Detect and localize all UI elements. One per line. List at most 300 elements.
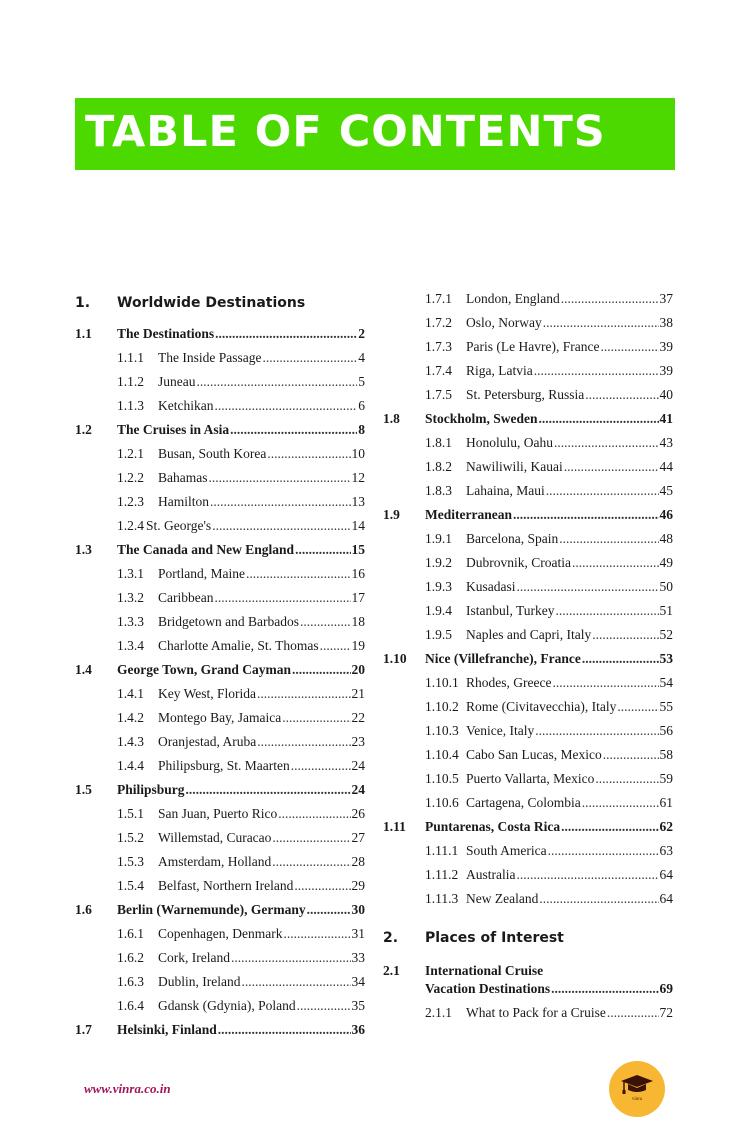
toc-subsection-entry[interactable] [383, 455, 673, 479]
toc-page-number: 45 [659, 483, 673, 498]
toc-section-entry[interactable] [75, 538, 365, 562]
toc-entry-number: 1.7.3 [425, 339, 452, 354]
toc-entry [466, 335, 673, 359]
dot-leader [535, 719, 658, 743]
toc-page-number: 36 [351, 1022, 365, 1037]
toc-subsection-entry[interactable] [383, 671, 673, 695]
toc-entry-title: The Canada and New England [117, 542, 295, 557]
toc-page-number: 58 [659, 747, 673, 762]
toc-entry-number: 1.7 [75, 1022, 92, 1037]
toc-entry [466, 767, 673, 791]
toc-entry [117, 898, 365, 922]
toc-entry [117, 778, 365, 802]
toc-page-number: 10 [351, 446, 365, 461]
toc-entry-title: What to Pack for a Cruise [466, 1005, 606, 1020]
toc-chapter-heading[interactable] [75, 291, 365, 315]
toc-entry-number: 1.10.1 [425, 675, 459, 690]
toc-entry-number: 2.1.1 [425, 1005, 452, 1020]
dot-leader [212, 514, 350, 538]
dot-leader [551, 980, 658, 998]
toc-entry-number: 1.10 [383, 651, 407, 666]
toc-page-number: 2 [358, 326, 365, 341]
graduation-cap-icon [619, 1073, 655, 1097]
toc-entry [466, 383, 673, 407]
toc-entry [466, 575, 673, 599]
toc-subsection-entry[interactable] [383, 887, 673, 911]
toc-entry-title: International Cruise [425, 963, 544, 978]
toc-subsection-entry[interactable] [75, 610, 365, 634]
toc-subsection-entry[interactable] [75, 466, 365, 490]
toc-entry [158, 562, 365, 586]
toc-subsection-entry[interactable] [75, 442, 365, 466]
toc-entry [425, 503, 673, 527]
toc-page-number: 24 [351, 782, 365, 797]
toc-subsection-entry[interactable] [383, 767, 673, 791]
toc-entry-number: 1.9.5 [425, 627, 452, 642]
dot-leader [548, 839, 659, 863]
toc-entry-title: Cabo San Lucas, Mexico [466, 747, 602, 762]
toc-subsection-entry[interactable] [75, 706, 365, 730]
toc-entry-number: 1.10.3 [425, 723, 459, 738]
dot-leader [218, 1018, 351, 1042]
toc-page-number: 4 [358, 350, 365, 365]
toc-page-number: 49 [659, 555, 673, 570]
toc-entry [158, 730, 365, 754]
toc-entry-title: Bahamas [158, 470, 208, 485]
toc-page-number: 64 [659, 867, 673, 882]
toc-entry-title: Honolulu, Oahu [466, 435, 553, 450]
toc-subsection-entry[interactable] [75, 874, 365, 898]
toc-entry-title: South America [466, 843, 547, 858]
toc-entry-title: Rhodes, Greece [466, 675, 552, 690]
dot-leader [559, 527, 658, 551]
toc-entry [466, 671, 673, 695]
toc-entry [158, 994, 365, 1018]
toc-entry [466, 455, 673, 479]
toc-page-number: 52 [659, 627, 673, 642]
toc-entry-number: 1.7.5 [425, 387, 452, 402]
toc-page-number: 23 [351, 734, 365, 749]
toc-entry-number: 1.11 [383, 819, 406, 834]
toc-page-number: 38 [659, 315, 673, 330]
toc-section-entry[interactable] [383, 962, 673, 1002]
toc-subsection-entry[interactable] [383, 623, 673, 647]
toc-entry-title: Puntarenas, Costa Rica [425, 819, 561, 834]
toc-entry [158, 370, 365, 394]
toc-entry-number: 1.8.2 [425, 459, 452, 474]
toc-subsection-entry[interactable] [75, 634, 365, 658]
toc-entry [425, 647, 673, 671]
toc-entry-number: 1.2.4 [117, 518, 144, 533]
toc-entry-number: 1.2.3 [117, 494, 144, 509]
toc-entry [117, 322, 365, 346]
toc-section-entry[interactable] [75, 418, 365, 442]
toc-subsection-entry[interactable] [383, 599, 673, 623]
toc-entry [158, 706, 365, 730]
toc-entry [117, 658, 365, 682]
toc-entry-title: Busan, South Korea [158, 446, 267, 461]
toc-subsection-entry[interactable] [383, 359, 673, 383]
dot-leader [539, 887, 658, 911]
toc-page-number: 69 [659, 981, 673, 996]
toc-chapter-heading[interactable] [383, 926, 673, 950]
dot-leader [272, 850, 350, 874]
toc-entry-number: 1.3 [75, 542, 92, 557]
dot-leader [607, 1001, 659, 1025]
toc-entry-number: 1.7.4 [425, 363, 452, 378]
toc-subsection-entry[interactable] [383, 695, 673, 719]
dot-leader [231, 946, 351, 970]
toc-page-number: 55 [659, 699, 673, 714]
toc-subsection-entry[interactable] [75, 730, 365, 754]
toc-subsection-entry[interactable] [75, 586, 365, 610]
toc-entry-number: 1. [75, 295, 91, 311]
title-banner [75, 98, 675, 170]
publisher-logo [609, 1061, 665, 1117]
toc-entry-number: 1.2.2 [117, 470, 144, 485]
toc-subsection-entry[interactable] [75, 826, 365, 850]
dot-leader [546, 479, 659, 503]
toc-entry-number: 2. [383, 930, 399, 946]
toc-entry-number: 1.3.3 [117, 614, 144, 629]
dot-leader [230, 418, 357, 442]
toc-entry-number: 1.8.3 [425, 483, 452, 498]
toc-entry [146, 514, 365, 538]
toc-entry-number: 1.5 [75, 782, 92, 797]
toc-entry-number: 1.6 [75, 902, 92, 917]
toc-page-number: 63 [659, 843, 673, 858]
toc-entry [425, 407, 673, 431]
toc-page-number: 14 [351, 518, 365, 533]
toc-entry [425, 815, 673, 839]
toc-section-entry[interactable] [75, 658, 365, 682]
toc-entry-number: 1.4.4 [117, 758, 144, 773]
toc-section-entry[interactable] [75, 778, 365, 802]
dot-leader [278, 802, 350, 826]
toc-page-number: 26 [351, 806, 365, 821]
toc-entry-title: Cartagena, Colombia [466, 795, 581, 810]
toc-page-number: 72 [659, 1005, 673, 1020]
toc-entry-number: 1.1 [75, 326, 92, 341]
toc-entry-number: 1.3.2 [117, 590, 144, 605]
toc-page-number: 39 [659, 339, 673, 354]
toc-subsection-entry[interactable] [75, 394, 365, 418]
dot-leader [209, 466, 351, 490]
dot-leader [300, 610, 351, 634]
toc-entry-title: Kusadasi [466, 579, 516, 594]
toc-page-number: 19 [351, 638, 365, 653]
toc-page-number: 51 [659, 603, 673, 618]
dot-leader [297, 994, 351, 1018]
toc-entry [158, 394, 365, 418]
toc-subsection-entry[interactable] [383, 383, 673, 407]
toc-subsection-entry[interactable] [75, 850, 365, 874]
dot-leader [592, 623, 658, 647]
dot-leader [543, 311, 659, 335]
dot-leader [257, 682, 350, 706]
toc-entry [117, 418, 365, 442]
dot-leader [214, 394, 357, 418]
toc-entry [466, 479, 673, 503]
toc-entry-title: Philipsburg, St. Maarten [158, 758, 290, 773]
toc-subsection-entry[interactable] [75, 802, 365, 826]
toc-entry-title: George Town, Grand Cayman [117, 662, 292, 677]
toc-subsection-entry[interactable] [75, 994, 365, 1018]
toc-entry [117, 538, 365, 562]
toc-page-number: 54 [659, 675, 673, 690]
toc-entry-title: Juneau [158, 374, 196, 389]
toc-entry-title: Dublin, Ireland [158, 974, 241, 989]
toc-entry [158, 682, 365, 706]
toc-entry-title: Helsinki, Finland [117, 1022, 217, 1037]
toc-entry-number: 1.9 [383, 507, 400, 522]
toc-entry-number: 1.3.4 [117, 638, 144, 653]
toc-entry [466, 623, 673, 647]
toc-entry [158, 874, 365, 898]
dot-leader [582, 647, 659, 671]
dot-leader [556, 599, 659, 623]
dot-leader [262, 346, 357, 370]
toc-page-number: 20 [351, 662, 365, 677]
toc-entry-title: Paris (Le Havre), France [466, 339, 600, 354]
toc-subsection-entry[interactable] [383, 863, 673, 887]
toc-entry [158, 802, 365, 826]
toc-entry-number: 1.10.6 [425, 795, 459, 810]
toc-entry-number: 1.9.1 [425, 531, 452, 546]
toc-page-number: 29 [351, 878, 365, 893]
toc-page-number: 44 [659, 459, 673, 474]
toc-entry [117, 291, 365, 315]
toc-entry-title: Caribbean [158, 590, 214, 605]
toc-subsection-entry[interactable] [75, 346, 365, 370]
dot-leader [517, 863, 659, 887]
toc-section-entry[interactable] [75, 1018, 365, 1042]
toc-entry [466, 887, 673, 911]
toc-entry [158, 850, 365, 874]
toc-subsection-entry[interactable] [383, 791, 673, 815]
toc-page-number: 46 [659, 507, 673, 522]
toc-page-number: 40 [659, 387, 673, 402]
toc-page-number: 48 [659, 531, 673, 546]
toc-entry [466, 551, 673, 575]
toc-entry-number: 1.6.4 [117, 998, 144, 1013]
toc-entry-title: Australia [466, 867, 516, 882]
toc-page-number: 27 [351, 830, 365, 845]
toc-entry-title: Charlotte Amalie, St. Thomas [158, 638, 319, 653]
toc-entry [158, 946, 365, 970]
dot-leader [572, 551, 659, 575]
toc-entry-number: 1.4.1 [117, 686, 144, 701]
toc-entry-title: Barcelona, Spain [466, 531, 559, 546]
toc-entry-title: Nawiliwili, Kauai [466, 459, 563, 474]
toc-page-number: 15 [351, 542, 365, 557]
toc-entry [158, 922, 365, 946]
toc-entry [158, 754, 365, 778]
toc-subsection-entry[interactable] [383, 743, 673, 767]
toc-entry-number: 1.9.3 [425, 579, 452, 594]
toc-subsection-entry[interactable] [383, 839, 673, 863]
toc-entry [466, 743, 673, 767]
dot-leader [539, 407, 659, 431]
toc-subsection-entry[interactable] [75, 514, 365, 538]
toc-entry-title: Oranjestad, Aruba [158, 734, 257, 749]
toc-entry-title: Riga, Latvia [466, 363, 533, 378]
dot-leader [215, 322, 357, 346]
toc-entry-title: Key West, Florida [158, 686, 257, 701]
dot-leader [272, 826, 350, 850]
toc-entry-title: Cork, Ireland [158, 950, 230, 965]
toc-entry-title: Hamilton [158, 494, 209, 509]
dot-leader [241, 970, 350, 994]
toc-page-number: 12 [351, 470, 365, 485]
toc-subsection-entry[interactable] [383, 311, 673, 335]
toc-entry [466, 719, 673, 743]
toc-section-entry[interactable] [75, 322, 365, 346]
dot-leader [267, 442, 350, 466]
toc-subsection-entry[interactable] [383, 719, 673, 743]
toc-subsection-entry[interactable] [383, 479, 673, 503]
toc-subsection-entry[interactable] [75, 754, 365, 778]
toc-entry-number: 1.3.1 [117, 566, 144, 581]
toc-entry-number: 1.11.2 [425, 867, 459, 882]
toc-entry [158, 634, 365, 658]
dot-leader [617, 695, 658, 719]
toc-section-entry[interactable] [383, 407, 673, 431]
toc-entry [158, 826, 365, 850]
toc-page-number: 22 [351, 710, 365, 725]
toc-page-number: 31 [351, 926, 365, 941]
dot-leader [603, 743, 659, 767]
dot-leader [582, 791, 659, 815]
toc-subsection-entry[interactable] [383, 287, 673, 311]
toc-subsection-entry[interactable] [383, 1001, 673, 1025]
toc-page-number: 16 [351, 566, 365, 581]
toc-entry [117, 1018, 365, 1042]
toc-page-number: 64 [659, 891, 673, 906]
toc-subsection-entry[interactable] [75, 682, 365, 706]
toc-entry-number: 1.4 [75, 662, 92, 677]
toc-entry-number: 1.5.1 [117, 806, 144, 821]
toc-entry-title: The Destinations [117, 326, 215, 341]
dot-leader [186, 778, 351, 802]
toc-entry [425, 962, 673, 998]
toc-page-number: 5 [358, 374, 365, 389]
dot-leader [561, 815, 658, 839]
toc-entry-title: Gdansk (Gdynia), Poland [158, 998, 296, 1013]
toc-page-number: 6 [358, 398, 365, 413]
dot-leader [246, 562, 351, 586]
page-title: TABLE OF CONTENTS [85, 107, 606, 157]
toc-entry [466, 839, 673, 863]
toc-subsection-entry[interactable] [75, 970, 365, 994]
toc-entry-title: Dubrovnik, Croatia [466, 555, 571, 570]
toc-entry-number: 1.9.4 [425, 603, 452, 618]
toc-entry [466, 695, 673, 719]
toc-entry-number: 1.10.2 [425, 699, 459, 714]
toc-entry-title: Oslo, Norway [466, 315, 542, 330]
toc-page-number: 33 [351, 950, 365, 965]
toc-entry-number: 1.10.5 [425, 771, 459, 786]
toc-entry-number: 1.6.1 [117, 926, 144, 941]
toc-subsection-entry[interactable] [75, 370, 365, 394]
toc-section-entry[interactable] [383, 503, 673, 527]
toc-section-entry[interactable] [75, 898, 365, 922]
toc-entry-title: Berlin (Warnemunde), Germany [117, 902, 306, 917]
dot-leader [320, 634, 351, 658]
dot-leader [292, 658, 350, 682]
dot-leader [513, 503, 659, 527]
toc-entry-number: 1.10.4 [425, 747, 459, 762]
toc-entry-title: Montego Bay, Jamaica [158, 710, 282, 725]
toc-entry-title: Lahaina, Maui [466, 483, 545, 498]
toc-entry-number: 1.5.4 [117, 878, 144, 893]
toc-subsection-entry[interactable] [75, 922, 365, 946]
toc-subsection-entry[interactable] [75, 946, 365, 970]
dot-leader [554, 431, 659, 455]
footer-website-link[interactable]: www.vinra.co.in [84, 1081, 171, 1096]
toc-subsection-entry[interactable] [383, 431, 673, 455]
toc-page-number: 41 [659, 411, 673, 426]
toc-subsection-entry[interactable] [383, 335, 673, 359]
dot-leader [600, 335, 658, 359]
dot-leader [595, 767, 658, 791]
toc-entry-number: 1.11.3 [425, 891, 459, 906]
toc-entry-title: Istanbul, Turkey [466, 603, 555, 618]
dot-leader [534, 359, 659, 383]
toc-page-number: 21 [351, 686, 365, 701]
toc-entry-number: 1.8.1 [425, 435, 452, 450]
toc-subsection-entry[interactable] [75, 562, 365, 586]
toc-page-number: 61 [659, 795, 673, 810]
toc-page-number: 37 [659, 291, 673, 306]
toc-entry-number: 1.6.2 [117, 950, 144, 965]
toc-entry-title: Amsterdam, Holland [158, 854, 272, 869]
dot-leader [282, 706, 350, 730]
toc-subsection-entry[interactable] [383, 551, 673, 575]
toc-entry [425, 926, 673, 950]
toc-entry-title: Belfast, Northern Ireland [158, 878, 294, 893]
dot-leader [214, 586, 350, 610]
toc-entry-title: The Cruises in Asia [117, 422, 230, 437]
toc-entry [466, 791, 673, 815]
toc-entry [158, 346, 365, 370]
toc-entry-title: St. Petersburg, Russia [466, 387, 585, 402]
dot-leader [291, 754, 351, 778]
toc-entry-title: St. George's [146, 518, 212, 533]
toc-subsection-entry[interactable] [383, 575, 673, 599]
toc-subsection-entry[interactable] [75, 490, 365, 514]
toc-entry-number: 1.2 [75, 422, 92, 437]
toc-subsection-entry[interactable] [383, 527, 673, 551]
toc-entry-number: 1.5.3 [117, 854, 144, 869]
toc-page-number: 56 [659, 723, 673, 738]
dot-leader [552, 671, 658, 695]
dot-leader [517, 575, 659, 599]
toc-entry-title: San Juan, Puerto Rico [158, 806, 278, 821]
toc-section-entry[interactable] [383, 647, 673, 671]
toc-entry-number: 2.1 [383, 963, 400, 978]
dot-leader [564, 455, 659, 479]
dot-leader [257, 730, 350, 754]
toc-entry [466, 311, 673, 335]
toc-section-entry[interactable] [383, 815, 673, 839]
toc-entry [158, 490, 365, 514]
toc-entry [466, 431, 673, 455]
toc-entry-title: Portland, Maine [158, 566, 245, 581]
toc-page-number: 18 [351, 614, 365, 629]
dot-leader [197, 370, 358, 394]
toc-entry-title: Nice (Villefranche), France [425, 651, 581, 666]
